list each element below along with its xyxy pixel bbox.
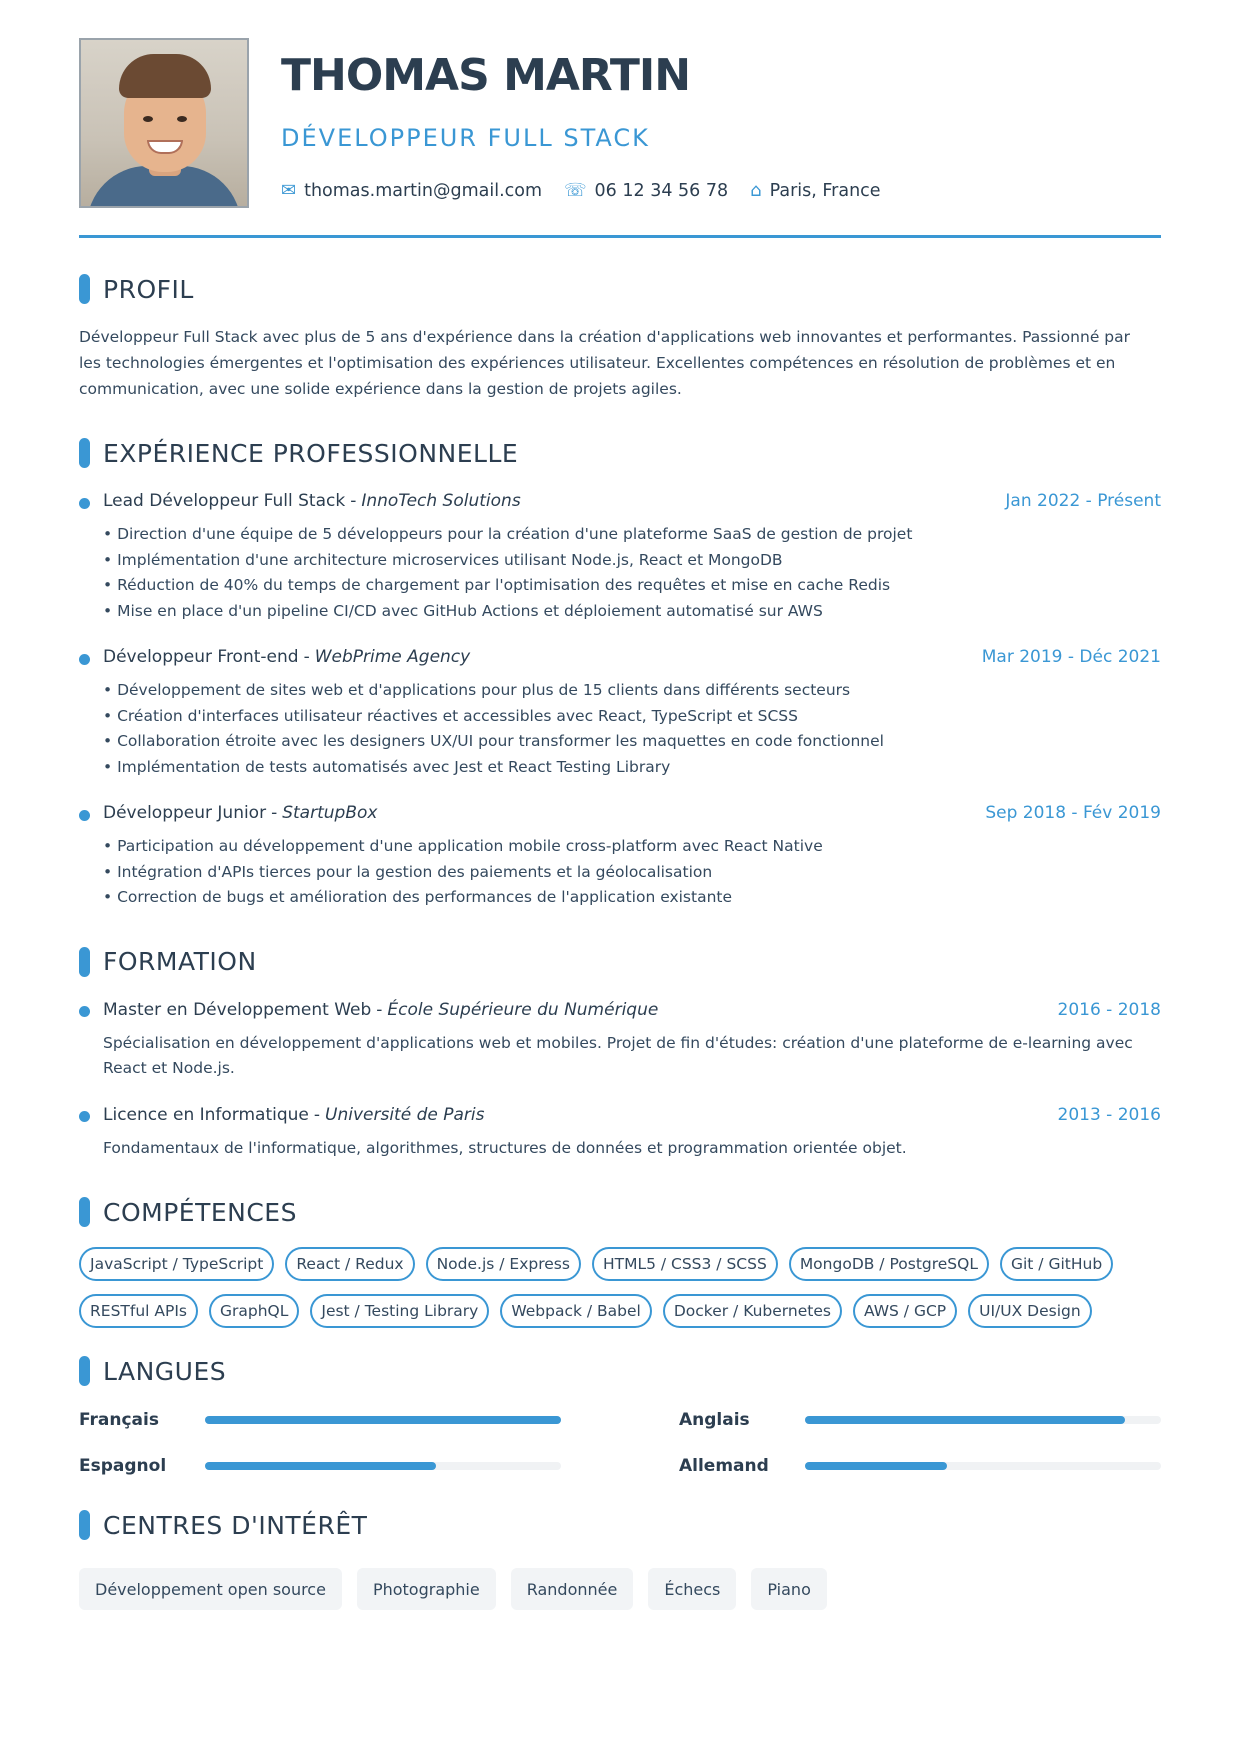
section-title-text: FORMATION xyxy=(103,947,257,976)
profile-text: Développeur Full Stack avec plus de 5 ans d'expérience dans la création d'applications web innovantes et performantes. Passionné par les technologies émergentes et l'optimisation des expériences utilisateur. Excellentes compétences en résolution de problèmes et en communication, avec une solide expérience dans la gestion de projets agiles. xyxy=(79,328,1130,398)
experience-entry xyxy=(79,644,1161,780)
section-accent-bar xyxy=(79,1356,90,1386)
language-item xyxy=(679,1452,1161,1480)
section-title-text: LANGUES xyxy=(103,1356,227,1386)
interests-list xyxy=(79,1568,1161,1610)
bullet-dot xyxy=(79,810,90,821)
section-profile-title xyxy=(79,274,1161,304)
education-entry xyxy=(79,997,1161,1082)
job-role: Développeur Front-end xyxy=(103,647,299,667)
email-text: thomas.martin@gmail.com xyxy=(304,180,543,201)
degree-name: Licence en Informatique xyxy=(103,1104,309,1125)
job-role: Lead Développeur Full Stack xyxy=(103,491,346,511)
skill-chip: Docker / Kubernetes xyxy=(663,1294,842,1328)
bullet-dot xyxy=(79,498,90,509)
separator: - xyxy=(313,1104,321,1125)
school-name: École Supérieure du Numérique xyxy=(387,999,659,1020)
languages-grid xyxy=(79,1406,1161,1480)
phone-text: 06 12 34 56 78 xyxy=(594,180,729,201)
section-accent-bar xyxy=(79,438,90,468)
section-title-text: CENTRES D'INTÉRÊT xyxy=(103,1510,368,1540)
header-divider xyxy=(79,235,1161,238)
section-languages-title xyxy=(79,1356,1161,1386)
interest-tag: Développement open source xyxy=(79,1568,342,1610)
skill-chip: React / Redux xyxy=(285,1247,414,1281)
separator: - xyxy=(350,491,357,511)
language-name: Espagnol xyxy=(79,1456,167,1476)
job-bullets xyxy=(103,834,1161,911)
interest-tag: Échecs xyxy=(648,1568,736,1610)
skill-chip: JavaScript / TypeScript xyxy=(79,1247,274,1281)
skill-chip: MongoDB / PostgreSQL xyxy=(789,1247,989,1281)
job-bullet: • Développement de sites web et d'applications pour plus de 15 clients dans différents secteurs xyxy=(103,681,851,699)
education-date: 2013 - 2016 xyxy=(1057,1104,1161,1125)
skill-chip: Node.js / Express xyxy=(426,1247,581,1281)
section-education-title xyxy=(79,947,1161,977)
education-date: 2016 - 2018 xyxy=(1057,999,1161,1020)
language-name: Français xyxy=(79,1410,159,1430)
section-skills-title xyxy=(79,1197,1161,1227)
location-text: Paris, France xyxy=(769,180,881,201)
job-bullet: • Correction de bugs et amélioration des performances de l'application existante xyxy=(103,888,733,906)
job-bullet: • Réduction de 40% du temps de chargement par l'optimisation des requêtes et mise en cache Redis xyxy=(103,576,891,594)
skills-row xyxy=(79,1294,1161,1328)
language-level-fill xyxy=(805,1416,1126,1424)
language-level-fill xyxy=(205,1416,562,1424)
section-title-text: COMPÉTENCES xyxy=(103,1197,297,1227)
education-desc: Spécialisation en développement d'applications web et mobiles. Projet de fin d'études: création d'une plateforme de e-learning avec React et Node.js. xyxy=(103,1033,1133,1077)
job-title: DÉVELOPPEUR FULL STACK xyxy=(281,124,650,152)
skill-chip: Git / GitHub xyxy=(1000,1247,1113,1281)
skill-chip: AWS / GCP xyxy=(853,1294,957,1328)
language-name: Allemand xyxy=(679,1456,769,1476)
mail-icon: ✉ xyxy=(281,180,297,201)
language-item xyxy=(679,1406,1161,1434)
skill-chip: GraphQL xyxy=(209,1294,299,1328)
job-bullet: • Mise en place d'un pipeline CI/CD avec GitHub Actions et déploiement automatisé sur AWS xyxy=(103,601,823,620)
job-bullet: • Direction d'une équipe de 5 développeurs pour la création d'une plateforme SaaS de gestion de projet xyxy=(103,525,913,543)
interest-tag: Randonnée xyxy=(511,1568,634,1610)
skills-list xyxy=(79,1247,1161,1328)
skill-chip: HTML5 / CSS3 / SCSS xyxy=(592,1247,778,1281)
interest-tag: Piano xyxy=(751,1568,826,1610)
profile-photo xyxy=(79,38,249,208)
language-level-fill xyxy=(805,1462,948,1470)
job-date: Sep 2018 - Fév 2019 xyxy=(985,803,1161,823)
section-title-text: PROFIL xyxy=(103,274,194,304)
section-accent-bar xyxy=(79,947,90,977)
contact-location xyxy=(750,180,880,201)
header-info xyxy=(281,38,903,213)
experience-entry xyxy=(79,800,1161,911)
phone-icon: ☏ xyxy=(564,180,587,201)
separator: - xyxy=(303,647,310,667)
bullet-dot xyxy=(79,654,90,665)
language-level-track xyxy=(805,1416,1162,1424)
job-bullet: • Implémentation d'une architecture microservices utilisant Node.js, React et MongoDB xyxy=(103,550,783,569)
header xyxy=(79,38,1161,213)
skill-chip: Webpack / Babel xyxy=(500,1294,652,1328)
job-bullet: • Implémentation de tests automatisés avec Jest et React Testing Library xyxy=(103,757,671,776)
job-role: Développeur Junior xyxy=(103,803,267,823)
skill-chip: Jest / Testing Library xyxy=(310,1294,489,1328)
full-name: THOMAS MARTIN xyxy=(281,50,691,101)
language-item xyxy=(79,1452,561,1480)
section-accent-bar xyxy=(79,1197,90,1227)
section-interests-title xyxy=(79,1510,1161,1540)
separator: - xyxy=(271,803,278,823)
job-bullet: • Création d'interfaces utilisateur réactives et accessibles avec React, TypeScript et SCSS xyxy=(103,706,798,725)
contact-phone[interactable] xyxy=(564,180,728,201)
language-level-track xyxy=(205,1462,562,1470)
company-name: WebPrime Agency xyxy=(314,647,471,667)
language-level-track xyxy=(205,1416,562,1424)
company-name: InnoTech Solutions xyxy=(361,491,521,511)
education-entry xyxy=(79,1102,1161,1162)
job-date: Jan 2022 - Présent xyxy=(1005,491,1161,511)
section-accent-bar xyxy=(79,1510,90,1540)
bullet-dot xyxy=(79,1006,90,1017)
school-name: Université de Paris xyxy=(325,1104,485,1125)
section-title-text: EXPÉRIENCE PROFESSIONNELLE xyxy=(103,438,519,468)
degree-name: Master en Développement Web xyxy=(103,999,372,1020)
skills-row xyxy=(79,1247,1161,1281)
job-bullet: • Intégration d'APIs tierces pour la gestion des paiements et la géolocalisation xyxy=(103,862,713,881)
separator: - xyxy=(376,999,383,1020)
section-experience-title xyxy=(79,438,1161,468)
bullet-dot xyxy=(79,1111,90,1122)
skill-chip: RESTful APIs xyxy=(79,1294,198,1328)
skill-chip: UI/UX Design xyxy=(968,1294,1092,1328)
job-bullet: • Participation au développement d'une application mobile cross-platform avec React Native xyxy=(103,837,823,855)
education-desc: Fondamentaux de l'informatique, algorithmes, structures de données et programmation orientée objet. xyxy=(103,1138,907,1157)
job-bullets xyxy=(103,678,1161,780)
home-icon: ⌂ xyxy=(750,180,762,201)
language-item xyxy=(79,1406,561,1434)
job-date: Mar 2019 - Déc 2021 xyxy=(981,647,1161,667)
experience-entry xyxy=(79,488,1161,624)
job-bullet: • Collaboration étroite avec les designers UX/UI pour transformer les maquettes en code fonctionnel xyxy=(103,732,884,750)
contact-email[interactable] xyxy=(281,180,542,201)
language-level-fill xyxy=(205,1462,437,1470)
contact-row xyxy=(281,180,903,201)
language-level-track xyxy=(805,1462,1162,1470)
language-name: Anglais xyxy=(679,1410,750,1430)
company-name: StartupBox xyxy=(282,803,378,823)
interest-tag: Photographie xyxy=(357,1568,496,1610)
job-bullets xyxy=(103,522,1161,624)
section-accent-bar xyxy=(79,274,90,304)
